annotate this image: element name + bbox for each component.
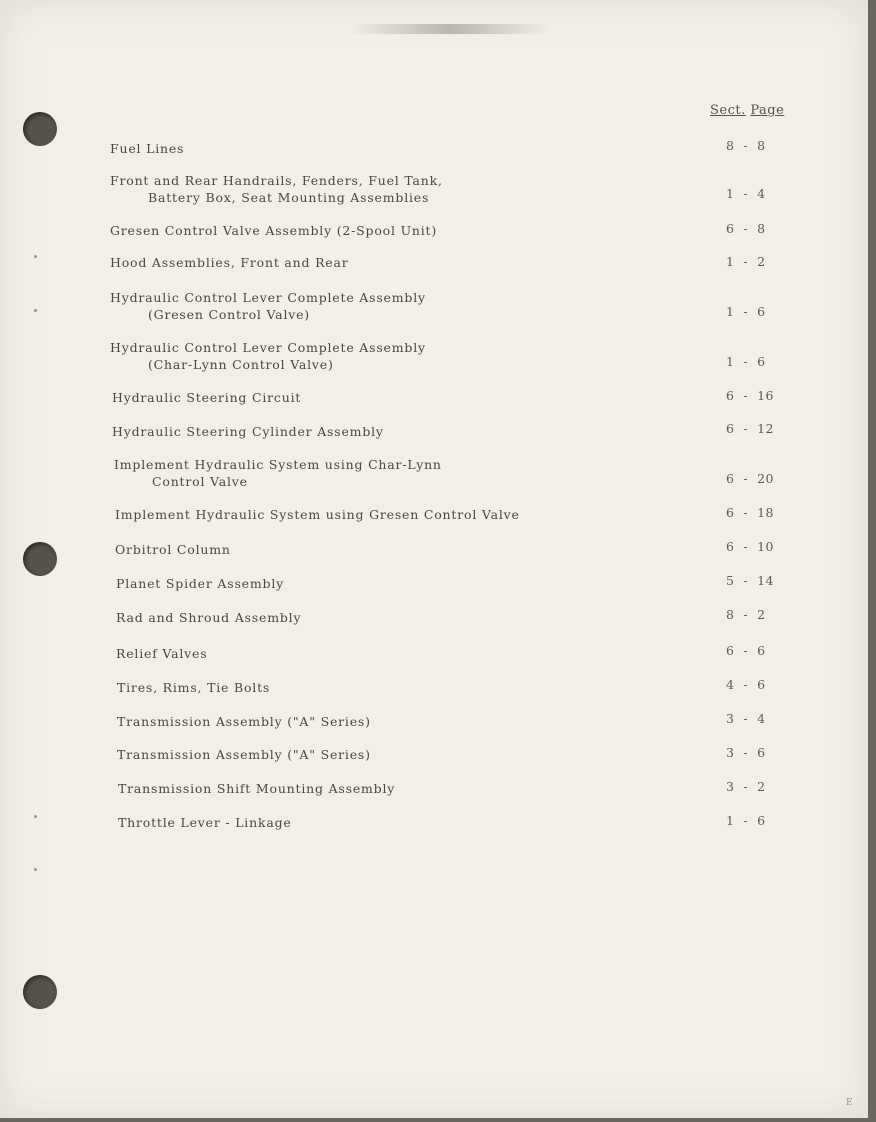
section-page-ref: 1 - 2 — [726, 254, 766, 269]
entry-title: Hydraulic Control Lever Complete Assembly — [110, 290, 426, 305]
index-entry — [112, 389, 632, 406]
scan-speck — [34, 815, 37, 818]
index-entry — [117, 713, 637, 730]
section-page-ref: 3 - 6 — [726, 745, 766, 760]
index-entry — [116, 575, 636, 592]
section-page-ref: 6 - 8 — [726, 221, 766, 236]
entry-title: Implement Hydraulic System using Gresen Control Valve — [115, 507, 520, 522]
entry-title: Transmission Assembly ("A" Series) — [117, 714, 371, 729]
entry-title: Gresen Control Valve Assembly (2-Spool Unit) — [110, 223, 438, 238]
section-page-ref: 1 - 4 — [726, 186, 766, 201]
section-page-ref: 6 - 18 — [726, 505, 774, 520]
index-entry — [110, 140, 630, 157]
section-page-ref: 6 - 6 — [726, 643, 766, 658]
index-entry — [110, 289, 630, 323]
punch-hole — [23, 112, 57, 146]
entry-title-continued: Control Valve — [152, 474, 248, 489]
section-page-ref: 1 - 6 — [726, 813, 766, 828]
entry-title: Relief Valves — [116, 646, 208, 661]
entry-title: Hydraulic Control Lever Complete Assembly — [110, 340, 426, 355]
section-page-ref: 3 - 4 — [726, 711, 766, 726]
corner-mark: E — [846, 1098, 853, 1108]
index-entry — [112, 423, 632, 440]
entry-title: Hydraulic Steering Cylinder Assembly — [112, 424, 384, 439]
index-entry — [118, 780, 638, 797]
page-header: Page — [750, 103, 785, 118]
entry-title-continued: (Char-Lynn Control Valve) — [148, 357, 334, 372]
entry-title-continued: (Gresen Control Valve) — [148, 307, 310, 322]
section-page-ref: 8 - 2 — [726, 607, 766, 622]
section-page-ref: 5 - 14 — [726, 573, 774, 588]
entry-title: Implement Hydraulic System using Char-Lynn — [114, 457, 442, 472]
section-page-ref: 3 - 2 — [726, 779, 766, 794]
index-entry — [116, 609, 636, 626]
index-entry — [116, 645, 636, 662]
section-page-ref: 6 - 12 — [726, 421, 774, 436]
entry-title: Transmission Assembly ("A" Series) — [117, 747, 371, 762]
sect-header: Sect. — [710, 103, 746, 118]
entry-title: Transmission Shift Mounting Assembly — [118, 781, 396, 796]
entry-title: Rad and Shroud Assembly — [116, 610, 302, 625]
entry-title: Hood Assemblies, Front and Rear — [110, 255, 349, 270]
entry-title: Front and Rear Handrails, Fenders, Fuel Tank, — [110, 173, 443, 188]
section-page-ref: 1 - 6 — [726, 304, 766, 319]
scan-smudge — [350, 24, 550, 34]
index-entry — [115, 541, 635, 558]
entry-title: Hydraulic Steering Circuit — [112, 390, 302, 405]
entry-title: Orbitrol Column — [115, 542, 231, 557]
section-page-ref: 6 - 16 — [726, 388, 774, 403]
index-entry — [110, 339, 630, 373]
entry-title: Planet Spider Assembly — [116, 576, 284, 591]
section-page-ref: 6 - 20 — [726, 471, 774, 486]
index-entry — [110, 254, 630, 271]
entry-title: Tires, Rims, Tie Bolts — [117, 680, 271, 695]
scan-speck — [34, 868, 37, 871]
index-entry — [118, 814, 638, 831]
entry-title-continued: Battery Box, Seat Mounting Assemblies — [148, 190, 430, 205]
section-page-ref: 6 - 10 — [726, 539, 774, 554]
index-entry — [110, 222, 630, 239]
scan-speck — [34, 255, 37, 258]
index-entry — [110, 172, 630, 206]
column-header — [710, 103, 784, 118]
section-page-ref: 4 - 6 — [726, 677, 766, 692]
punch-hole — [23, 975, 57, 1009]
index-entry — [115, 506, 635, 523]
index-entry — [117, 746, 637, 763]
punch-hole — [23, 542, 57, 576]
scan-speck — [34, 309, 37, 312]
entry-title: Throttle Lever - Linkage — [118, 815, 292, 830]
section-page-ref: 1 - 6 — [726, 354, 766, 369]
index-entry — [117, 679, 637, 696]
section-page-ref: 8 - 8 — [726, 138, 766, 153]
entry-title: Fuel Lines — [110, 141, 185, 156]
index-entry — [114, 456, 634, 490]
